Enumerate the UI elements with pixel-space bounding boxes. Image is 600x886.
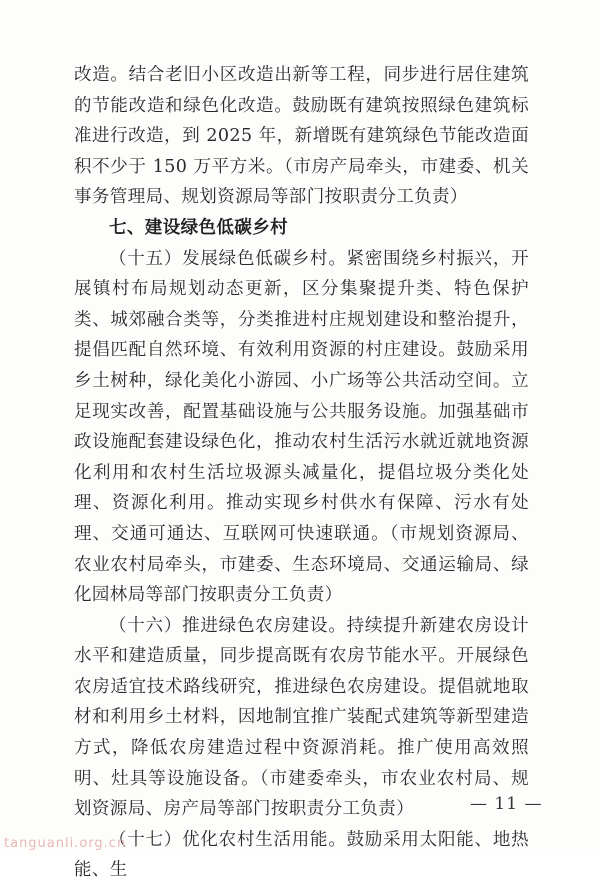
watermark-text: tanguanli.org.cn — [4, 836, 127, 851]
paragraph-item-15: （十五）发展绿色低碳乡村。紧密围绕乡村振兴，开展镇村布局规划动态更新，区分集聚提升类、特色保护类、城郊融合类等，分类推进村庄规划建设和整治提升，提倡匹配自然环境、有效利用资源的村庄建设。鼓励采用乡土树种，绿化美化小游园、小广场等公共活动空间。立足现实改善，配置基础设施与公共服务设施。加强基础市政设施配套建设绿色化，推动农村生活污水就近就地资源化利用和农村生活垃圾源头减量化，提倡垃圾分类化处理、资源化利用。推动实现乡村供水有保障、污水有处理、交通可通达、互联网可快速联通。（市规划资源局、农业农村局牵头，市建委、生态环境局、交通运输局、绿化园林局等部门按职责分工负责） — [74, 248, 529, 606]
document-body — [74, 60, 529, 886]
paragraph-renovation-continued: 改造。结合老旧小区改造出新等工程，同步进行居住建筑的节能改造和绿色化改造。鼓励既有建筑按照绿色建筑标准进行改造，到 2025 年，新增既有建筑绿色节能改造面积不少于 150 万平方米。（市房产局牵头，市建委、机关事务管理局、规划资源局等部门按职责分工负责） — [74, 65, 529, 208]
page-number: — 11 — — [470, 794, 543, 814]
section-heading-green-village: 七、建设绿色低碳乡村 — [109, 217, 288, 238]
paragraph-item-16: （十六）推进绿色农房建设。持续提升新建农房设计水平和建造质量，同步提高既有农房节能水平。开展绿色农房适宜技术路线研究，推进绿色农房建设。提倡就地取材和利用乡土材料，因地制宜推广装配式建筑等新型建造方式，降低农房建造过程中资源消耗。推广使用高效照明、灶具等设施设备。（市建委牵头，市农业农村局、规划资源局、房产局等部门按职责分工负责） — [74, 615, 529, 820]
paragraph-item-17: （十七）优化农村生活用能。鼓励采用太阳能、地热能、生 — [74, 829, 529, 881]
